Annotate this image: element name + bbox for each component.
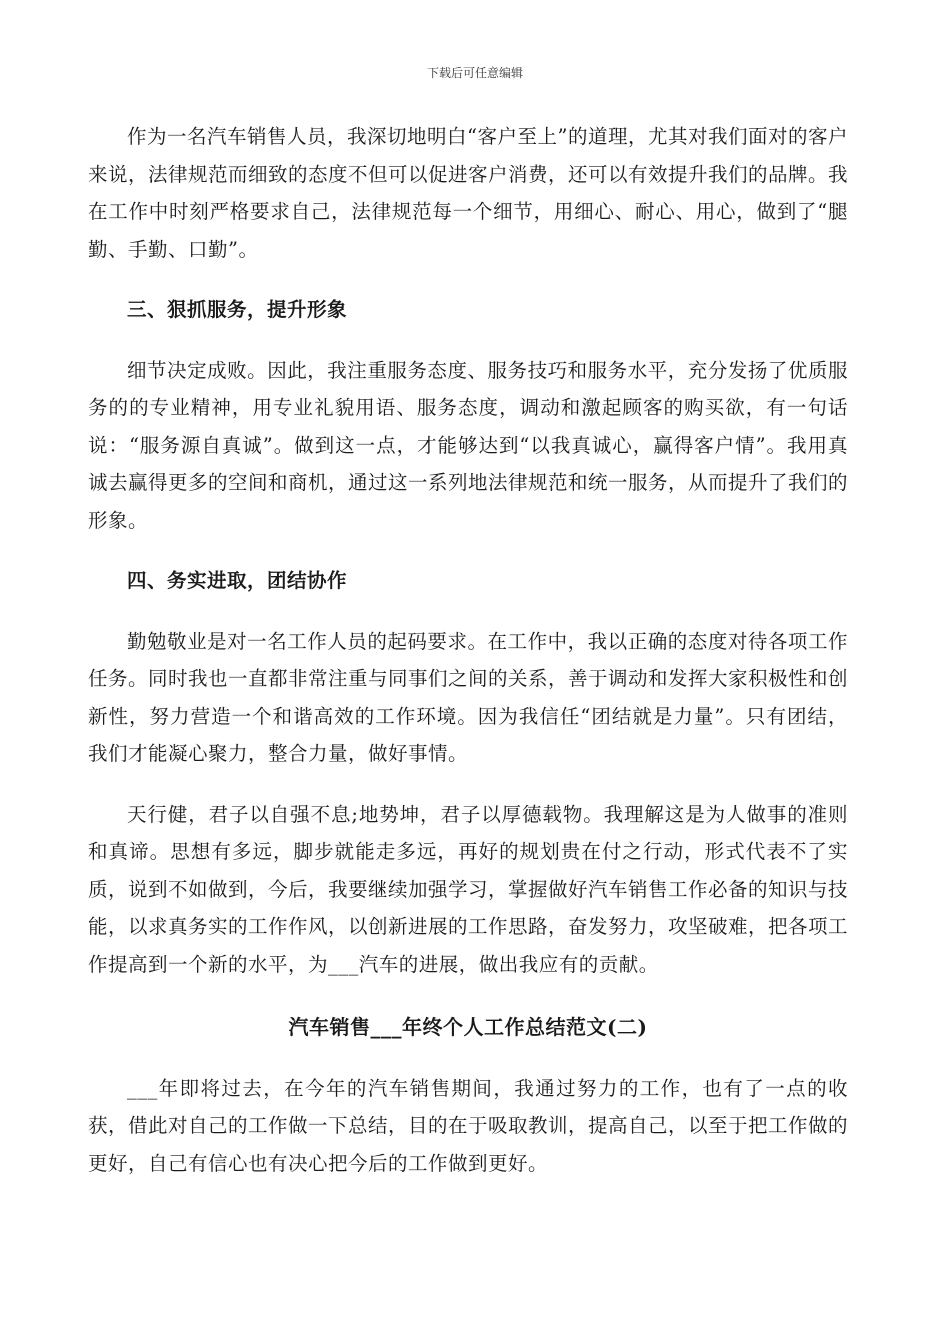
document-content	[88, 118, 848, 1182]
paragraph-customer-first: 作为一名汽车销售人员，我深切地明白“客户至上”的道理，尤其对我们面对的客户来说，法律规范而细致的态度不但可以促进客户消费，还可以有效提升我们的品牌。我在工作中时刻严格要求自己，法律规范每一个细节，用细心、耐心、用心，做到了“腿勤、手勤、口勤”。	[88, 125, 849, 261]
paragraph-year-summary: ___年即将过去，在今年的汽车销售期间，我通过努力的工作，也有了一点的收获，借此对自己的工作做一下总结，目的在于吸取教训，提高自己，以至于把工作做的更好，自己有信心也有决心把今后的工作做到更好。	[88, 1076, 849, 1175]
paragraph-teamwork: 勤勉敬业是对一名工作人员的起码要求。在工作中，我以正确的态度对待各项工作任务。同时我也一直都非常注重与同事们之间的关系，善于调动和发挥大家积极性和创新性，努力营造一个和谐高效的工作环境。因为我信任“团结就是力量”。只有团结，我们才能凝心聚力，整合力量，做好事情。	[88, 629, 849, 765]
section-heading-service: 三、狠抓服务，提升形象	[127, 298, 348, 321]
document-title-part-two: 汽车销售___年终个人工作总结范文(二)	[288, 1015, 648, 1039]
paragraph-conclusion: 天行健，君子以自强不息;地势坤，君子以厚德载物。我理解这是为人做事的准则和真谛。思想有多远，脚步就能走多远，再好的规划贵在付之行动，形式代表不了实质，说到不如做到，今后，我要继续加强学习，掌握做好汽车销售工作必备的知识与技能，以求真务实的工作作风，以创新进展的工作思路，奋发努力，攻坚破难，把各项工作提高到一个新的水平，为___汽车的进展，做出我应有的贡献。	[88, 802, 849, 976]
paragraph-service-details: 细节决定成败。因此，我注重服务态度、服务技巧和服务水平，充分发扬了优质服务的的专业精神，用专业礼貌用语、服务态度，调动和激起顾客的购买欲，有一句话说：“服务源自真诚”。做到这一点，才能够达到“以我真诚心，赢得客户情”。我用真诚去赢得更多的空间和商机，通过这一系列地法律规范和统一服务，从而提升了我们的形象。	[88, 358, 849, 532]
section-heading-teamwork: 四、务实进取，团结协作	[127, 569, 348, 592]
page-header: 下载后可任意编辑	[426, 66, 523, 80]
